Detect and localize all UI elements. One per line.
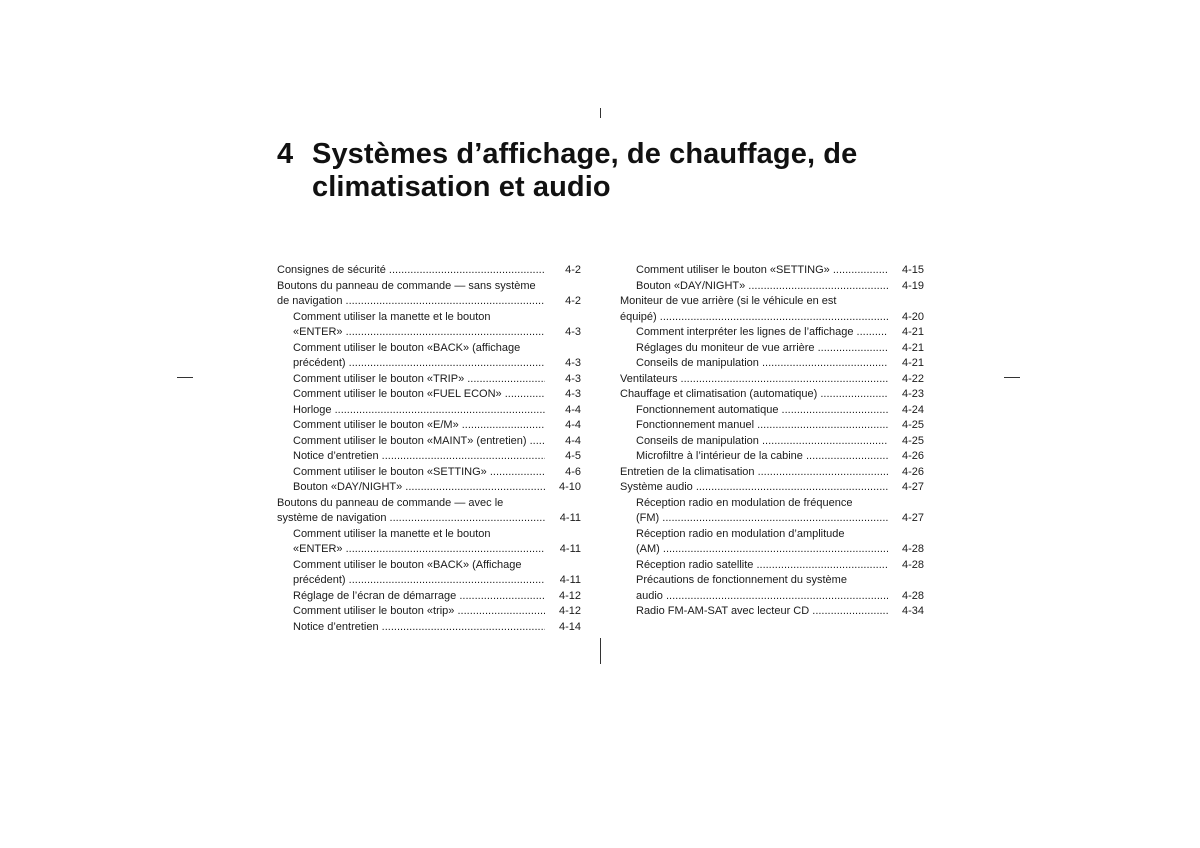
toc-page-number: 4-2 — [565, 295, 581, 307]
toc-entry-text: Conseils de manipulation ..... — [636, 434, 888, 450]
toc-entry-text: Comment utiliser le bouton «E/M» ..... — [293, 418, 545, 434]
toc-entry-text: audio ..... — [636, 589, 888, 605]
toc-entry-text: équipé) ..... — [620, 310, 888, 326]
toc-entry-text: Consignes de sécurité ..... — [277, 263, 545, 279]
toc-entry-text: précédent) ..... — [293, 573, 545, 589]
toc-entry-text: Comment utiliser le bouton «SETTING» ..... — [636, 263, 888, 279]
toc-page-number: 4-6 — [565, 465, 581, 478]
toc-page-number: 4-23 — [901, 388, 924, 400]
toc-entry[interactable] — [620, 279, 924, 295]
toc-entry[interactable] — [277, 403, 581, 419]
toc-page-number: 4-15 — [901, 264, 924, 276]
toc-entry[interactable] — [620, 263, 924, 279]
toc-entry-text: Notice d’entretien ..... — [293, 449, 545, 465]
toc-page-number: 4-25 — [901, 419, 924, 431]
toc-entry-text: Conseils de manipulation ..... — [636, 356, 888, 372]
toc-page-number: 4-22 — [901, 372, 924, 385]
toc-entry[interactable] — [620, 434, 924, 450]
toc-entry-text: (FM) ..... — [636, 511, 888, 527]
toc-entry[interactable] — [620, 465, 924, 481]
toc-entry[interactable] — [277, 620, 581, 636]
toc-entry[interactable] — [277, 449, 581, 465]
toc-entry-text: (AM) ..... — [636, 542, 888, 558]
toc-page-number: 4-4 — [565, 403, 581, 416]
toc-entry-text: système de navigation ..... — [277, 511, 545, 527]
toc-entry-text: Horloge ..... — [293, 403, 545, 419]
toc-page-number: 4-21 — [901, 341, 924, 354]
toc-page-number: 4-4 — [565, 434, 581, 447]
toc-page-number: 4-19 — [901, 279, 924, 292]
toc-entry-text: Chauffage et climatisation (automatique) ..... — [620, 387, 888, 403]
toc-entry[interactable] — [620, 604, 924, 620]
toc-page-number: 4-21 — [901, 357, 924, 369]
toc-column-right — [620, 263, 924, 620]
toc-page-number: 4-21 — [901, 326, 924, 338]
toc-page-number: 4-3 — [565, 372, 581, 385]
toc-entry[interactable] — [620, 387, 924, 403]
toc-entry-text: Réception radio satellite ..... — [636, 558, 888, 574]
toc-entry-text: Comment utiliser le bouton «TRIP» ..... — [293, 372, 545, 388]
toc-entry-text: Entretien de la climatisation ..... — [620, 465, 888, 481]
toc-entry[interactable] — [620, 372, 924, 388]
toc-entry[interactable] — [277, 434, 581, 450]
toc-entry-text: Comment utiliser le bouton «SETTING» ..... — [293, 465, 545, 481]
toc-entry[interactable] — [277, 263, 581, 279]
toc-entry[interactable] — [620, 558, 924, 574]
toc-entry[interactable] — [277, 480, 581, 496]
toc-page-number: 4-28 — [901, 589, 924, 602]
toc-entry-text: Fonctionnement manuel ..... — [636, 418, 888, 434]
toc-entry[interactable] — [620, 341, 924, 357]
toc-entry-text: Réception radio en modulation d’amplitude — [636, 527, 845, 540]
toc-page-number: 4-27 — [901, 481, 924, 493]
toc-entry-text: Ventilateurs ..... — [620, 372, 888, 388]
toc-entry-text: Fonctionnement automatique ..... — [636, 403, 888, 419]
toc-entry-text: Système audio ..... — [620, 480, 888, 496]
toc-page-number: 4-28 — [901, 543, 924, 555]
toc-entry-text: Radio FM-AM-SAT avec lecteur CD ..... — [636, 604, 888, 620]
toc-entry-text: de navigation ..... — [277, 294, 545, 310]
toc-entry-text: Moniteur de vue arrière (si le véhicule en est — [620, 295, 837, 307]
toc-entry[interactable] — [277, 279, 581, 310]
toc-entry-text: Boutons du panneau de commande — avec le — [277, 496, 504, 509]
toc-page-number: 4-27 — [901, 512, 924, 524]
toc-entry[interactable] — [620, 449, 924, 465]
toc-entry-text: Comment utiliser le bouton «BACK» (affichage — [293, 341, 521, 354]
toc-entry-text: Boutons du panneau de commande — sans système — [277, 279, 536, 292]
toc-page-number: 4-28 — [901, 558, 924, 571]
toc-entry[interactable] — [620, 480, 924, 496]
toc-entry-text: précédent) ..... — [293, 356, 545, 372]
toc-entry-text: Réglage de l’écran de démarrage ..... — [293, 589, 545, 605]
toc-page-number: 4-12 — [558, 605, 581, 617]
toc-page-number: 4-11 — [559, 574, 581, 586]
toc-page-number: 4-3 — [565, 388, 581, 400]
toc-page-number: 4-2 — [565, 264, 581, 276]
toc-entry-text: Comment utiliser la manette et le bouton — [293, 310, 491, 323]
toc-entry-text: Comment utiliser le bouton «MAINT» (entretien) ..... — [293, 434, 545, 450]
toc-entry[interactable] — [277, 387, 581, 403]
toc-entry[interactable] — [277, 527, 581, 558]
toc-entry[interactable] — [620, 356, 924, 372]
toc-page-number: 4-10 — [558, 481, 581, 493]
toc-entry-text: Notice d’entretien ..... — [293, 620, 545, 636]
toc-entry[interactable] — [620, 527, 924, 558]
toc-page-number: 4-24 — [901, 403, 924, 416]
toc-entry-text: Comment utiliser le bouton «trip» ..... — [293, 604, 545, 620]
crop-mark-top — [600, 108, 601, 118]
toc-entry-text: «ENTER» ..... — [293, 542, 545, 558]
toc-entry[interactable] — [277, 589, 581, 605]
toc-page-number: 4-4 — [565, 419, 581, 431]
toc-page-number: 4-14 — [558, 620, 581, 633]
toc-entry[interactable] — [620, 294, 924, 325]
toc-page-number: 4-26 — [901, 465, 924, 478]
toc-entry[interactable] — [277, 341, 581, 372]
toc-entry-text: Comment utiliser la manette et le bouton — [293, 527, 491, 540]
toc-entry[interactable] — [277, 310, 581, 341]
toc-entry-text: Comment utiliser le bouton «FUEL ECON» ..... — [293, 387, 545, 403]
crop-mark-right — [1004, 377, 1020, 378]
toc-page-number: 4-5 — [565, 450, 581, 462]
toc-entry-text: Comment utiliser le bouton «BACK» (Affichage — [293, 558, 522, 571]
toc-page-number: 4-12 — [558, 589, 581, 602]
chapter-title — [277, 138, 937, 204]
toc-entry[interactable] — [277, 604, 581, 620]
toc-page-number: 4-3 — [565, 326, 581, 338]
toc-page-number: 4-25 — [901, 434, 924, 447]
crop-mark-bottom — [600, 638, 601, 664]
toc-entry-text: Réception radio en modulation de fréquence — [636, 496, 853, 509]
toc-entry-text: «ENTER» ..... — [293, 325, 545, 341]
toc-page-number: 4-26 — [901, 450, 924, 462]
toc-entry[interactable] — [620, 325, 924, 341]
toc-entry-text: Précautions de fonctionnement du système — [636, 574, 847, 586]
chapter-number: 4 — [277, 138, 294, 170]
toc-entry-text: Microfiltre à l’intérieur de la cabine ..... — [636, 449, 888, 465]
toc-page-number: 4-34 — [901, 605, 924, 617]
toc-entry[interactable] — [277, 558, 581, 589]
toc-entry[interactable] — [620, 403, 924, 419]
toc-entry[interactable] — [620, 573, 924, 604]
toc-page-number: 4-11 — [559, 512, 581, 524]
toc-entry[interactable] — [277, 372, 581, 388]
toc-entry-text: Comment interpréter les lignes de l’affichage ..... — [636, 325, 888, 341]
toc-entry[interactable] — [620, 418, 924, 434]
chapter-title-line-1: Systèmes d’affichage, de chauffage, de — [312, 138, 858, 170]
toc-entry-text: Bouton «DAY/NIGHT» ..... — [636, 279, 888, 295]
toc-entry-text: Bouton «DAY/NIGHT» ..... — [293, 480, 545, 496]
toc-page-number: 4-11 — [559, 543, 581, 555]
toc-column-left — [277, 263, 581, 635]
toc-entry[interactable] — [620, 496, 924, 527]
toc-entry-text: Réglages du moniteur de vue arrière ..... — [636, 341, 888, 357]
toc-page-number: 4-20 — [901, 310, 924, 323]
toc-entry[interactable] — [277, 418, 581, 434]
toc-page-number: 4-3 — [565, 357, 581, 369]
crop-mark-left — [177, 377, 193, 378]
chapter-title-line-2: climatisation et audio — [312, 171, 611, 203]
toc-entry[interactable] — [277, 465, 581, 481]
toc-entry[interactable] — [277, 496, 581, 527]
